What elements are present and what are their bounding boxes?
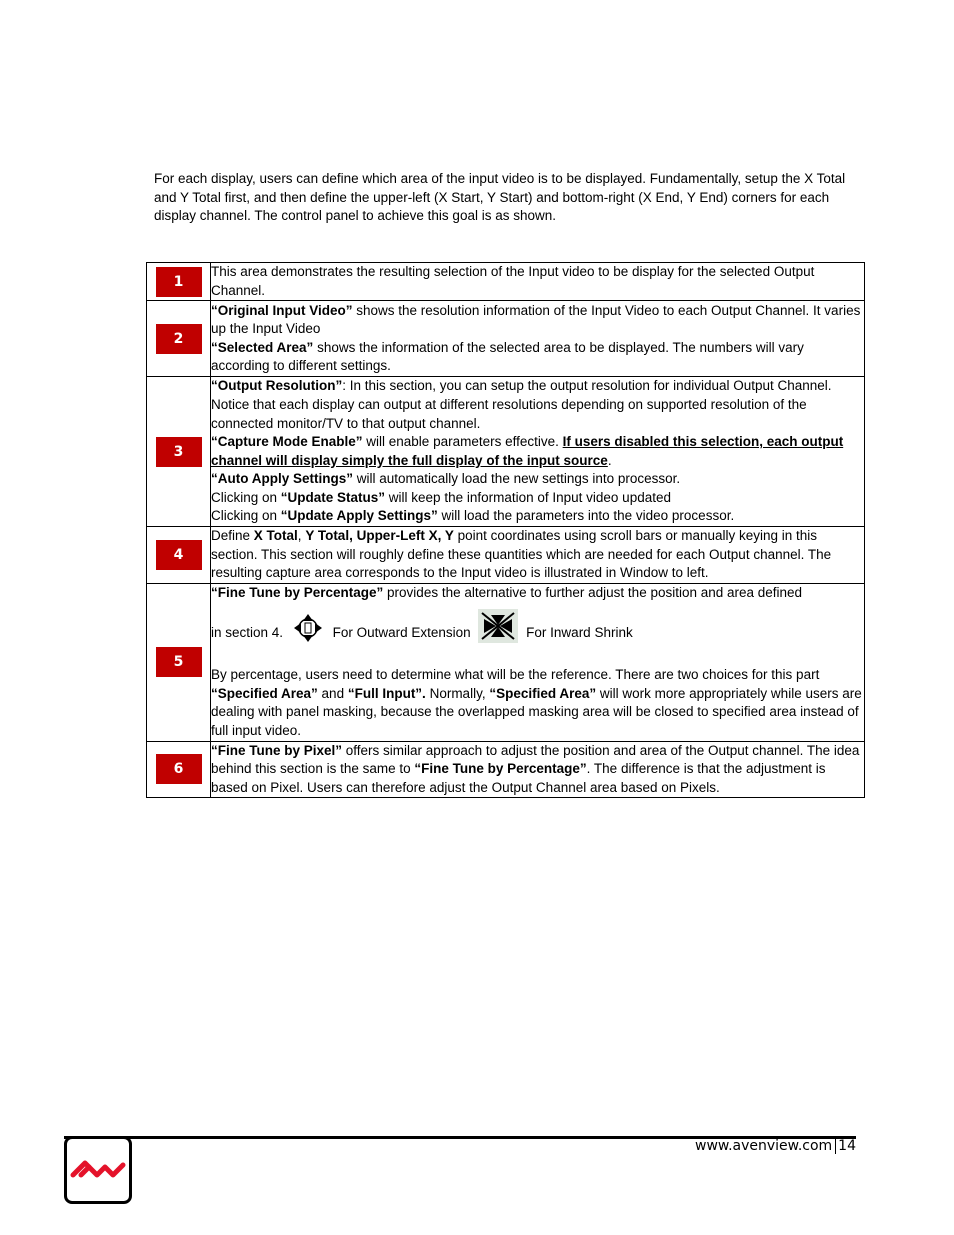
row-description: point coordinates using scroll bars or manually keying in this section. This section will roughly define these quantities which are needed for each Output channel. The resulting capture area corresponds to the Input video is illustrated in Window to left.: [211, 528, 832, 581]
term-update-status: “Update Status”: [280, 489, 386, 505]
term-auto-apply-settings: “Auto Apply Settings”: [211, 471, 353, 487]
settings-table: [146, 262, 865, 798]
row-description: Clicking on: [211, 508, 281, 524]
row-number-badge: 1: [156, 267, 202, 297]
row-description: shows the resolution information of the Input Video to each Output Channel. It varies up the Input Video: [211, 302, 861, 337]
term-specified-area: “Specified Area”: [211, 685, 318, 701]
footer-text: [695, 1138, 856, 1154]
punctuation: ,: [297, 528, 306, 544]
table-row: [147, 741, 865, 798]
row-description: in section 4.: [211, 624, 284, 640]
row-description: will work more appropriately while users are dealing with panel masking, because the overlapped masking area will be closed to specified area instead of full input video.: [211, 685, 862, 738]
term-capture-mode-enable: “Capture Mode Enable”: [211, 434, 363, 450]
term-full-input: “Full Input”.: [347, 685, 426, 701]
row-number-badge: 2: [156, 324, 202, 354]
row-description: Clicking on: [211, 489, 281, 505]
page-number: 14: [838, 1138, 856, 1154]
row-number-badge: 5: [156, 647, 202, 677]
table-row: [147, 263, 865, 301]
outward-extension-label: For Outward Extension: [332, 624, 471, 640]
term-selected-area: “Selected Area”: [211, 339, 314, 355]
term-x-total: X Total: [253, 528, 298, 544]
table-row: [147, 377, 865, 527]
term-fine-tune-percentage: “Fine Tune by Percentage”: [414, 761, 587, 777]
row-description: By percentage, users need to determine what will be the reference. There are two choices for this part: [211, 667, 820, 683]
row-description: will automatically load the new settings into processor.: [353, 471, 681, 487]
term-y-total-upper-left: Y Total, Upper-Left X, Y: [305, 528, 454, 544]
avenview-logo: [64, 1136, 132, 1204]
row-description: . The difference is that the adjustment is based on Pixel. Users can therefore adjust the Output Channel area based on Pixels.: [211, 761, 826, 795]
row-number-badge: 3: [156, 437, 202, 467]
table-row: [147, 583, 865, 741]
row-description: Define: [211, 528, 254, 544]
term-original-input-video: “Original Input Video”: [211, 302, 353, 318]
row-description: will keep the information of Input video updated: [385, 489, 671, 505]
term-fine-tune-pixel: “Fine Tune by Pixel”: [211, 742, 343, 758]
footer-url[interactable]: www.avenview.com: [695, 1138, 833, 1154]
intro-paragraph: For each display, users can define which area of the input video is to be displayed. Fundamentally, setup the X Total and Y Total first, and then define the upper-left (X Start, Y Start) and bottom-right (X End, Y End) corners for each display channel. The control panel to achieve this goal is as shown.: [154, 171, 846, 224]
row-description: offers similar approach to adjust the position and area of the Output channel. The idea behind this section is the same to: [211, 742, 860, 777]
row-description: : In this section, you can setup the output resolution for individual Output Channel. Notice that each display can output at different resolutions depending on supported resolution of the connected monitor/TV to that output channel.: [211, 378, 832, 431]
inward-shrink-icon: [478, 609, 518, 649]
term-output-resolution: “Output Resolution”: [211, 378, 343, 394]
row-description: will enable parameters effective.: [362, 434, 563, 450]
term-update-apply-settings: “Update Apply Settings”: [280, 508, 438, 524]
row-description: will load the parameters into the video processor.: [437, 508, 735, 524]
term-fine-tune-percentage: “Fine Tune by Percentage”: [211, 584, 384, 600]
row-description: provides the alternative to further adjust the position and area defined: [383, 584, 803, 600]
punctuation: .: [607, 452, 612, 468]
term-specified-area: “Specified Area”: [489, 685, 597, 701]
row-description: and: [317, 685, 348, 701]
inward-shrink-label: For Inward Shrink: [526, 624, 633, 640]
warning-note: If users disabled this selection, each output channel will display simply the full display of the input source: [211, 434, 844, 468]
row-description: This area demonstrates the resulting selection of the Input video to be display for the selected Output Channel.: [211, 264, 815, 298]
table-row: [147, 301, 865, 377]
outward-extension-icon: [291, 613, 325, 649]
row-description: shows the information of the selected area to be displayed. The numbers will vary according to different settings.: [211, 339, 804, 374]
row-description: Normally,: [425, 685, 490, 701]
row-number-badge: 6: [156, 754, 202, 784]
row-number-badge: 4: [156, 540, 202, 570]
table-row: [147, 527, 865, 584]
